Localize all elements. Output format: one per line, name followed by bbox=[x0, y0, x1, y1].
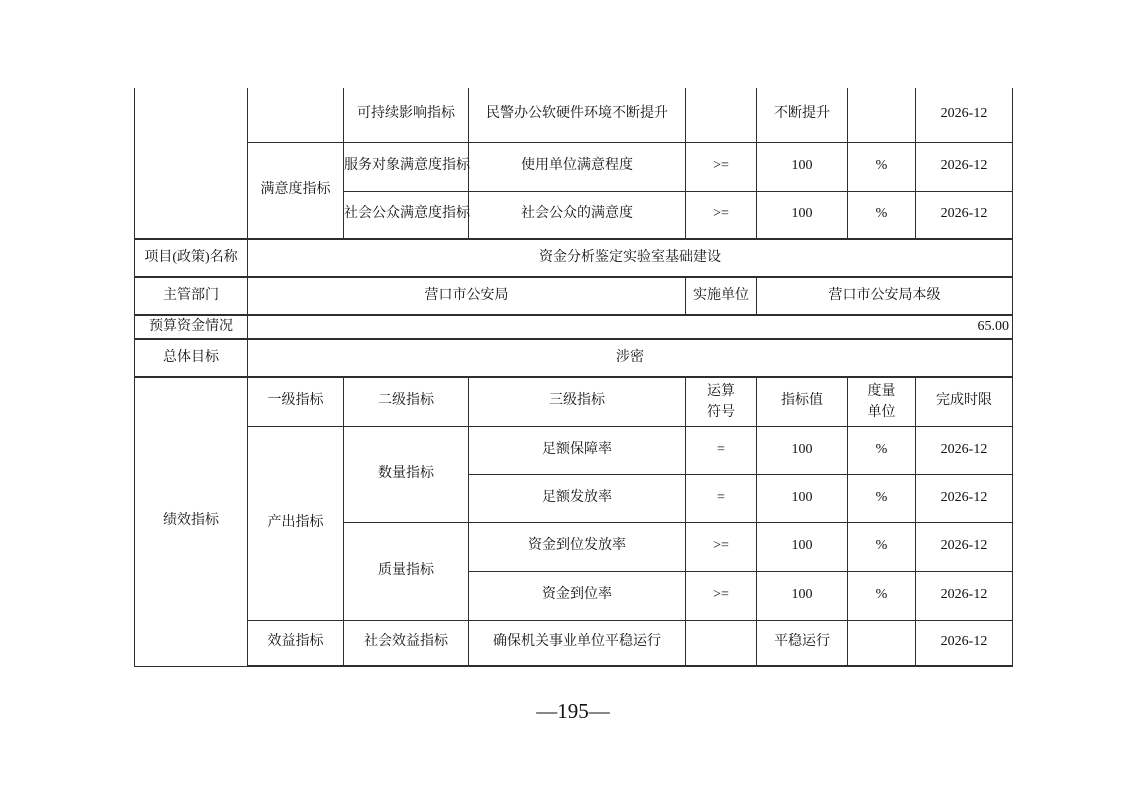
cell-indicator-value: 100 bbox=[757, 474, 848, 522]
table-row bbox=[135, 142, 1013, 191]
cell-operator bbox=[686, 620, 757, 666]
cell-indicator-value: 100 bbox=[757, 571, 848, 620]
cell-level2-quality: 质量指标 bbox=[344, 522, 469, 620]
header-level1: 一级指标 bbox=[248, 377, 344, 426]
cell-indicator-value: 平稳运行 bbox=[757, 620, 848, 666]
cell-level3: 服务对象满意度指标 bbox=[344, 142, 469, 191]
cell-deadline: 2026-12 bbox=[916, 142, 1013, 191]
cell-level1-benefit: 效益指标 bbox=[248, 620, 344, 666]
impl-unit-label: 实施单位 bbox=[686, 277, 757, 315]
cell-unit: % bbox=[848, 191, 916, 239]
cell-indicator-name: 使用单位满意程度 bbox=[469, 142, 686, 191]
cell-indicator-name: 民警办公软硬件环境不断提升 bbox=[469, 88, 686, 142]
page-number: —195— bbox=[536, 699, 610, 723]
header-unit bbox=[848, 377, 916, 426]
cell-indicator-name: 确保机关事业单位平稳运行 bbox=[469, 620, 686, 666]
budget-performance-table bbox=[134, 88, 1013, 667]
cell-deadline: 2026-12 bbox=[916, 522, 1013, 571]
cell-unit: % bbox=[848, 426, 916, 474]
cell-deadline: 2026-12 bbox=[916, 620, 1013, 666]
budget-value: 65.00 bbox=[248, 315, 1013, 339]
table-row bbox=[135, 426, 1013, 474]
cell-indicator-value: 100 bbox=[757, 426, 848, 474]
cell-operator: = bbox=[686, 474, 757, 522]
perf-section-label: 绩效指标 bbox=[135, 377, 248, 666]
header-level3: 三级指标 bbox=[469, 377, 686, 426]
budget-label: 预算资金情况 bbox=[135, 315, 248, 339]
cell-section-label-empty bbox=[135, 88, 248, 239]
header-value: 指标值 bbox=[757, 377, 848, 426]
cell-deadline: 2026-12 bbox=[916, 426, 1013, 474]
cell-deadline: 2026-12 bbox=[916, 571, 1013, 620]
cell-indicator-name: 足额保障率 bbox=[469, 426, 686, 474]
cell-operator: >= bbox=[686, 522, 757, 571]
cell-level3: 社会公众满意度指标 bbox=[344, 191, 469, 239]
cell-unit: % bbox=[848, 522, 916, 571]
table-row bbox=[135, 620, 1013, 666]
cell-deadline: 2026-12 bbox=[916, 474, 1013, 522]
overall-goal-label: 总体目标 bbox=[135, 339, 248, 377]
header-operator bbox=[686, 377, 757, 426]
overall-goal-value: 涉密 bbox=[248, 339, 1013, 377]
table-row-departments bbox=[135, 277, 1013, 315]
cell-unit bbox=[848, 620, 916, 666]
header-unit-line2: 单位 bbox=[867, 404, 896, 420]
project-name-label: 项目(政策)名称 bbox=[135, 239, 248, 277]
header-operator-line1: 运算 bbox=[707, 383, 735, 399]
cell-deadline: 2026-12 bbox=[916, 88, 1013, 142]
cell-level2-social-benefit: 社会效益指标 bbox=[344, 620, 469, 666]
project-name-value: 资金分析鉴定实验室基础建设 bbox=[248, 239, 1013, 277]
cell-operator: >= bbox=[686, 571, 757, 620]
cell-level3: 可持续影响指标 bbox=[344, 88, 469, 142]
cell-operator: >= bbox=[686, 142, 757, 191]
cell-unit: % bbox=[848, 474, 916, 522]
header-level2: 二级指标 bbox=[344, 377, 469, 426]
table-row-project-name bbox=[135, 239, 1013, 277]
cell-indicator-value: 100 bbox=[757, 142, 848, 191]
cell-level2-satisfaction: 满意度指标 bbox=[248, 142, 344, 239]
cell-level2-empty bbox=[248, 88, 344, 142]
cell-operator bbox=[686, 88, 757, 142]
dept-label: 主管部门 bbox=[135, 277, 248, 315]
header-operator-line2: 符号 bbox=[707, 404, 735, 420]
cell-unit bbox=[848, 88, 916, 142]
cell-operator: = bbox=[686, 426, 757, 474]
cell-indicator-value: 100 bbox=[757, 522, 848, 571]
table-row-budget bbox=[135, 315, 1013, 339]
dept-value: 营口市公安局 bbox=[248, 277, 686, 315]
cell-unit: % bbox=[848, 142, 916, 191]
table-row bbox=[135, 88, 1013, 142]
table-row-goal bbox=[135, 339, 1013, 377]
cell-indicator-name: 足额发放率 bbox=[469, 474, 686, 522]
cell-indicator-value: 100 bbox=[757, 191, 848, 239]
cell-level1-output: 产出指标 bbox=[248, 426, 344, 620]
impl-unit-value: 营口市公安局本级 bbox=[757, 277, 1013, 315]
cell-indicator-name: 资金到位发放率 bbox=[469, 522, 686, 571]
cell-indicator-value: 不断提升 bbox=[757, 88, 848, 142]
header-deadline: 完成时限 bbox=[916, 377, 1013, 426]
cell-indicator-name: 社会公众的满意度 bbox=[469, 191, 686, 239]
cell-level2-quantity: 数量指标 bbox=[344, 426, 469, 522]
cell-operator: >= bbox=[686, 191, 757, 239]
cell-indicator-name: 资金到位率 bbox=[469, 571, 686, 620]
cell-deadline: 2026-12 bbox=[916, 191, 1013, 239]
header-unit-line1: 度量 bbox=[867, 383, 896, 399]
table-header-row bbox=[135, 377, 1013, 426]
cell-unit: % bbox=[848, 571, 916, 620]
